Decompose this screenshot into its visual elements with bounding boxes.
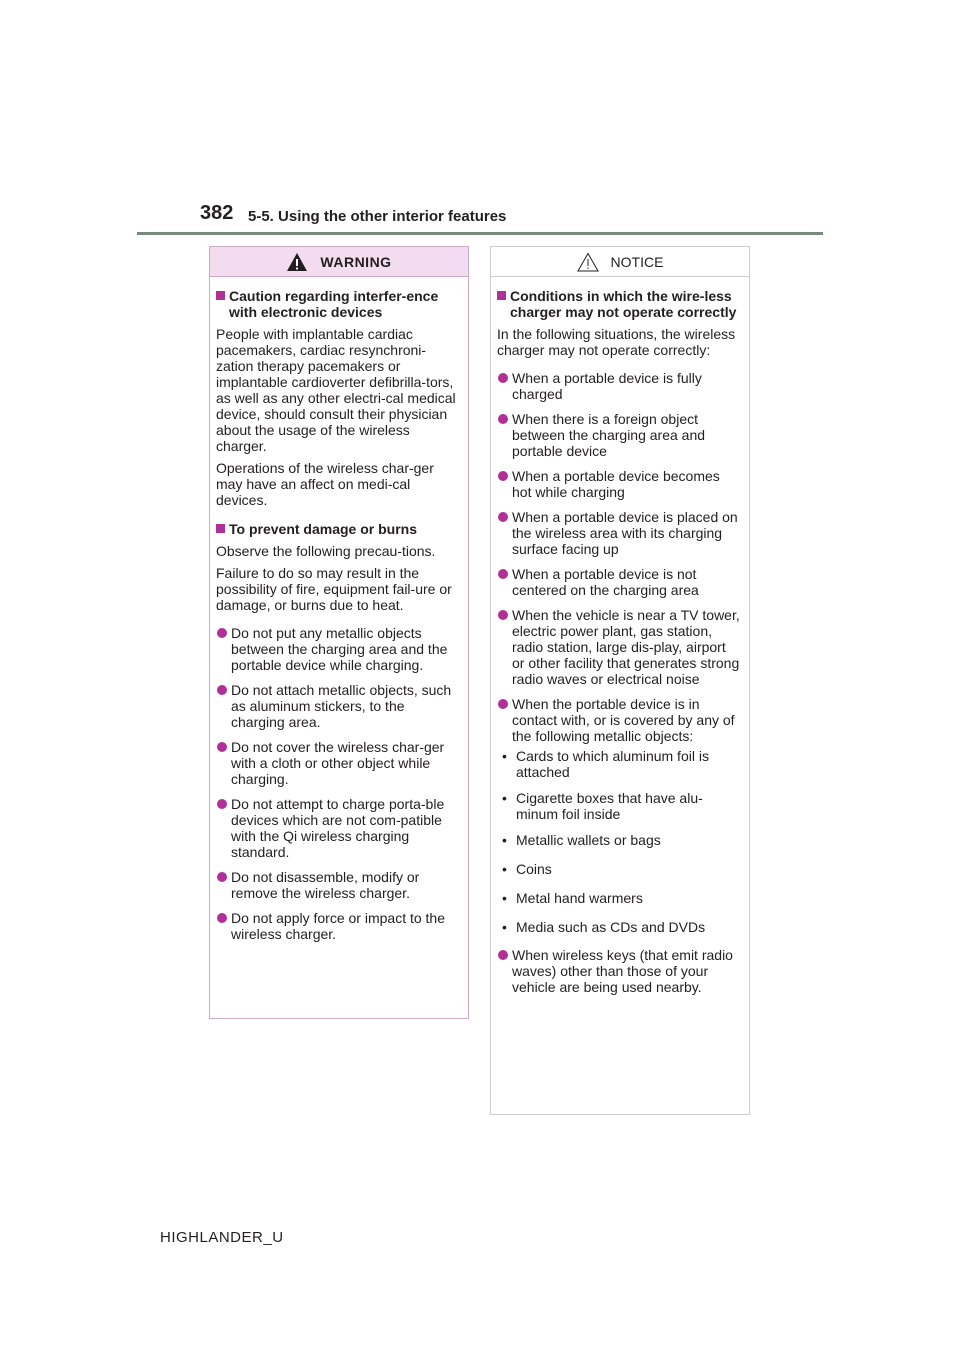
square-bullet-icon — [216, 524, 225, 533]
notice-intro: In the following situations, the wireless charger may not operate correctly: — [497, 326, 736, 358]
notice-bullet: When a portable device becomes hot while charging — [497, 468, 742, 500]
notice-sub-item: • Metal hand warmers — [502, 890, 643, 906]
warning-paragraph: Operations of the wireless char-ger may have an affect on medi-cal devices. — [216, 460, 434, 508]
notice-header — [491, 247, 749, 277]
warning-triangle-icon — [286, 252, 308, 272]
circle-bullet-icon — [498, 699, 508, 709]
footer-model: HIGHLANDER_U — [160, 1229, 284, 1246]
warning-paragraph: Failure to do so may result in the possibility of fire, equipment fail-ure or damage, or burns due to heat. — [216, 565, 452, 613]
warning-heading-damage: To prevent damage or burns — [216, 521, 461, 537]
circle-bullet-icon — [217, 685, 227, 695]
warning-box — [209, 246, 469, 1019]
notice-bullet: When the portable device is in contact with, or is covered by any of the following metallic objects: — [497, 696, 742, 744]
circle-bullet-icon — [498, 471, 508, 481]
notice-sub-item: • Coins — [502, 861, 552, 877]
notice-bullet: When wireless keys (that emit radio waves) other than those of your vehicle are being used nearby. — [497, 947, 742, 995]
square-bullet-icon — [216, 291, 225, 300]
section-title: 5-5. Using the other interior features — [248, 208, 507, 225]
circle-bullet-icon — [498, 569, 508, 579]
circle-bullet-icon — [217, 742, 227, 752]
notice-bullet: When the vehicle is near a TV tower, electric power plant, gas station, radio station, large dis-play, airport or other facility that generates strong radio waves or electrical noise — [497, 607, 742, 687]
square-bullet-icon — [497, 291, 506, 300]
notice-bullet: When there is a foreign object between the charging area and portable device — [497, 411, 742, 459]
notice-title: NOTICE — [610, 253, 664, 270]
circle-bullet-icon — [217, 913, 227, 923]
circle-bullet-icon — [498, 414, 508, 424]
notice-heading: Conditions in which the wire-less charger may not operate correctly — [497, 288, 742, 320]
notice-sub-item: • Cigarette boxes that have alu-minum foil inside — [502, 790, 703, 822]
warning-bullet: Do not cover the wireless char-ger with a cloth or other object while charging. — [216, 739, 461, 787]
circle-bullet-icon — [498, 512, 508, 522]
page-number: 382 — [200, 202, 234, 224]
circle-bullet-icon — [498, 610, 508, 620]
notice-bullet: When a portable device is placed on the wireless area with its charging surface facing up — [497, 509, 742, 557]
warning-paragraph: People with implantable cardiac pacemakers, cardiac resynchroni-zation therapy pacemakers or implantable cardioverter defibrilla-tors, as well as any other electri-cal medical device, should consult their physician about the usage of the wireless charger. — [216, 326, 456, 454]
notice-sub-item: • Media such as CDs and DVDs — [502, 919, 706, 935]
caution-triangle-icon — [577, 252, 599, 272]
circle-bullet-icon — [498, 950, 508, 960]
warning-header — [210, 247, 468, 277]
notice-sub-item: • Metallic wallets or bags — [502, 832, 661, 848]
warning-bullet: Do not attempt to charge porta-ble devices which are not com-patible with the Qi wireless charging standard. — [216, 796, 461, 860]
circle-bullet-icon — [217, 799, 227, 809]
notice-sub-item: • Cards to which aluminum foil is attached — [502, 748, 709, 780]
warning-paragraph: Observe the following precau-tions. — [216, 543, 436, 559]
warning-bullet: Do not disassemble, modify or remove the wireless charger. — [216, 869, 461, 901]
circle-bullet-icon — [217, 628, 227, 638]
warning-heading-interference: Caution regarding interfer-ence with electronic devices — [216, 288, 461, 320]
warning-bullet: Do not attach metallic objects, such as aluminum stickers, to the charging area. — [216, 682, 461, 730]
notice-bullet: When a portable device is not centered on the charging area — [497, 566, 742, 598]
notice-bullet: When a portable device is fully charged — [497, 370, 742, 402]
circle-bullet-icon — [498, 373, 508, 383]
warning-bullet: Do not apply force or impact to the wireless charger. — [216, 910, 461, 942]
warning-bullet: Do not put any metallic objects between the charging area and the portable device while charging. — [216, 625, 461, 673]
warning-title: WARNING — [320, 253, 392, 270]
circle-bullet-icon — [217, 872, 227, 882]
notice-box — [490, 246, 750, 1115]
header-divider — [137, 232, 823, 235]
